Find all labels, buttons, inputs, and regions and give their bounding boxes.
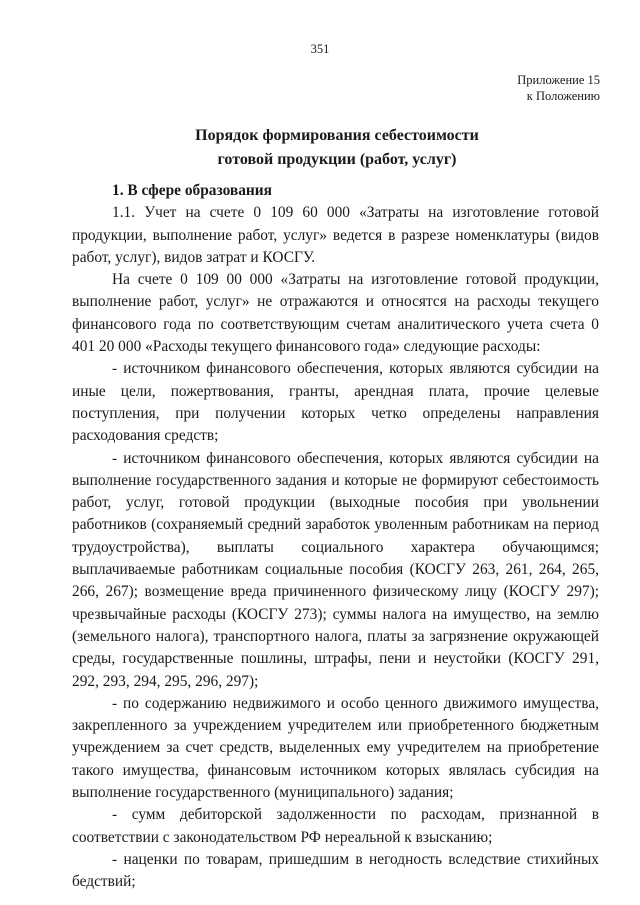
list-item: - наценки по товарам, пришедшим в негодность вследствие стихийных бедствий; [72,850,599,891]
appendix-line-1: Приложение 15 [517,73,600,87]
appendix-note [517,72,600,104]
list-item: - сумм дебиторской задолженности по расходам, признанной в соответствии с законодательством РФ нереальной к взысканию; [72,806,599,846]
appendix-line-2: к Положению [526,89,600,103]
page-number: 351 [310,42,330,56]
list-item: - источником финансового обеспечения, которых являются субсидии на выполнение государственного задания и которые не формируют себестоимость работ, услуг, готовой продукции (выходные пособия при увольнении работников (сохраняемый средний заработок уволенным работникам на период трудоустройства), выплаты социального характера обучающимся; выплачиваемые работникам социальные пособия (КОСГУ 263, 261, 264, 265, 266, 267); возмещение вреда причиненного физическому лицу (КОСГУ 297); чрезвычайные расходы (КОСГУ 273); суммы налога на имущество, на землю (земельного налога), транспортного налога, платы за загрязнение окружающей среды, государственные пошлины, штрафы, пени и неустойки (КОСГУ 291, 292, 293, 294, 295, 296, 297); [72,449,599,690]
title-line-2: готовой продукции (работ, услуг) [217,151,457,168]
list-item: - по содержанию недвижимого и особо ценного движимого имущества, закрепленного за учреждением учредителем или приобретенного бюджетным учреждением за счет средств, выделенных ему учредителем на приобретение такого имущества, финансовым источником которых являлась субсидия на выполнение государственного (муниципального) задания; [72,694,599,802]
paragraph: 1.1. Учет на счете 0 109 60 000 «Затраты на изготовление готовой продукции, выполнение работ, услуг» ведется в разрезе номенклатуры (видов работ, услуг), видов затрат и КОСГУ. [72,204,599,266]
title-line-1: Порядок формирования себестоимости [195,127,479,144]
document-body [72,180,599,894]
paragraph: На счете 0 109 00 000 «Затраты на изготовление готовой продукции, выполнение работ, услуг» не отражаются и относятся на расходы текущего финансового года по соответствующим счетам аналитического учета счета 0 401 20 000 «Расходы текущего финансового года» следующие расходы: [72,271,599,356]
document-title [72,124,602,172]
list-item: - источником финансового обеспечения, которых являются субсидии на иные цели, пожертвования, гранты, арендная плата, прочие целевые поступления, при получении которых четко определены направления расходования средств; [72,360,599,445]
section-heading: 1. В сфере образования [112,182,272,199]
